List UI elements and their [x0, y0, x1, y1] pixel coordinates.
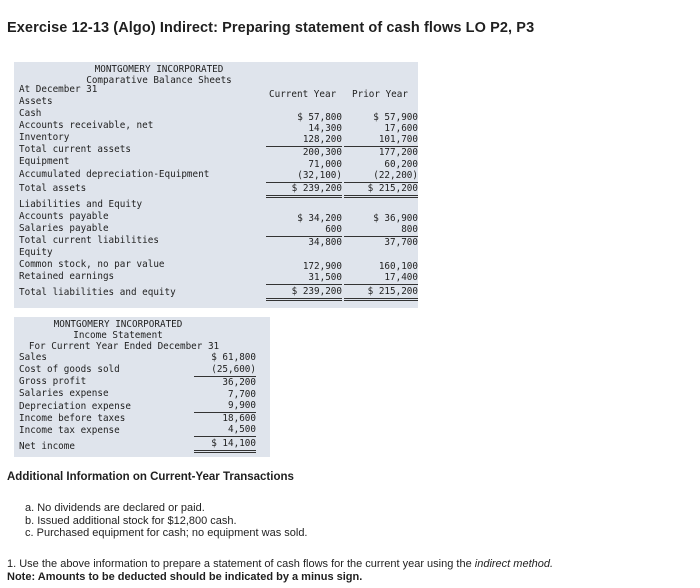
additional-info-list — [25, 502, 308, 540]
question-method: indirect method. — [474, 558, 554, 570]
is-row-label: Income before taxes — [19, 413, 126, 424]
is-val-depreciation: 9,900 — [194, 400, 256, 413]
is-row-label: Depreciation expense — [19, 401, 131, 412]
bs-row-label: Total current liabilities — [19, 235, 159, 246]
bs-py-total-current-liabilities: 37,700 — [384, 237, 418, 248]
is-row-label: Sales — [19, 352, 47, 363]
question-note: Note: Amounts to be deducted should be indicated by a minus sign. — [7, 571, 363, 583]
bs-row-label: Liabilities and Equity — [19, 199, 143, 210]
bs-py-equipment: 60,200 — [384, 159, 418, 170]
bs-py-inventory: 101,700 — [344, 134, 418, 147]
bs-row-label: Accumulated depreciation-Equipment — [19, 169, 210, 180]
balance-sheet-name: Comparative Balance Sheets — [86, 75, 232, 86]
question-line-1 — [7, 558, 553, 571]
bs-cy-total-current-liabilities: 34,800 — [308, 237, 342, 248]
question-instruction: 1. Use the above information to prepare a statement of cash flows for the current year using the — [7, 558, 475, 570]
is-val-gross-profit: 36,200 — [222, 377, 256, 388]
is-val-income-before-taxes: 18,600 — [222, 413, 256, 424]
bs-py-common-stock: 160,100 — [378, 261, 418, 272]
bs-py-total-assets: $ 215,200 — [344, 183, 418, 198]
bs-row-label: Salaries payable — [19, 223, 109, 234]
bs-cy-common-stock: 172,900 — [302, 261, 342, 272]
additional-info-item: a. No dividends are declared or paid. — [25, 502, 205, 514]
is-val-cogs: (25,600) — [194, 364, 256, 377]
bs-cy-total-assets: $ 239,200 — [266, 183, 342, 198]
bs-cy-cash: $ 57,800 — [297, 112, 342, 123]
bs-py-accum-depr: (22,200) — [344, 170, 418, 183]
bs-row-label: Accounts payable — [19, 211, 109, 222]
bs-py-salaries-payable: 800 — [344, 224, 418, 237]
bs-py-total-current-assets: 177,200 — [378, 147, 418, 158]
additional-info-item: c. Purchased equipment for cash; no equipment was sold. — [25, 527, 308, 539]
bs-cy-salaries-payable: 600 — [266, 224, 342, 237]
bs-row-label: Assets — [19, 96, 53, 107]
bs-row-label: Accounts receivable, net — [19, 120, 154, 131]
exercise-title: Exercise 12-13 (Algo) Indirect: Preparing statement of cash flows LO P2, P3 — [7, 20, 535, 36]
income-statement-period: For Current Year Ended December 31 — [28, 341, 220, 352]
is-val-income-tax: 4,500 — [194, 424, 256, 437]
bs-cy-total-liab-equity: $ 239,200 — [266, 286, 342, 301]
bs-cy-accounts-payable: $ 34,200 — [297, 213, 342, 224]
bs-cy-equipment: 71,000 — [308, 159, 342, 170]
income-statement-name: Income Statement — [73, 330, 163, 341]
bs-row-label: Total current assets — [19, 144, 131, 155]
is-val-salaries: 7,700 — [228, 389, 256, 400]
income-statement — [14, 317, 270, 457]
bs-py-total-liab-equity: $ 215,200 — [344, 286, 418, 301]
bs-cy-inventory: 128,200 — [266, 134, 342, 147]
bs-cy-total-current-assets: 200,300 — [302, 147, 342, 158]
bs-row-label: Equity — [19, 247, 53, 258]
bs-cy-accum-depr: (32,100) — [266, 170, 342, 183]
is-val-net-income: $ 14,100 — [194, 438, 256, 453]
is-val-sales: $ 61,800 — [211, 352, 256, 363]
bs-row-label: Inventory — [19, 132, 70, 143]
income-statement-company: MONTGOMERY INCORPORATED — [53, 319, 183, 330]
bs-row-label: Equipment — [19, 156, 70, 167]
column-header-prior-year: Prior Year — [352, 89, 408, 100]
bs-row-label: Retained earnings — [19, 271, 115, 282]
bs-row-label: Common stock, no par value — [19, 259, 165, 270]
bs-cy-ar: 14,300 — [308, 123, 342, 134]
additional-info-item: b. Issued additional stock for $12,800 cash. — [25, 514, 237, 527]
bs-row-label: Total liabilities and equity — [19, 287, 176, 298]
bs-py-ar: 17,600 — [384, 123, 418, 134]
bs-py-accounts-payable: $ 36,900 — [373, 213, 418, 224]
is-row-label: Net income — [19, 441, 75, 452]
bs-row-label: Total assets — [19, 183, 87, 194]
column-header-current-year: Current Year — [269, 89, 337, 100]
bs-py-cash: $ 57,900 — [373, 112, 418, 123]
bs-cy-retained-earnings: 31,500 — [266, 272, 342, 285]
bs-py-retained-earnings: 17,400 — [344, 272, 418, 285]
additional-info-heading: Additional Information on Current-Year Transactions — [7, 471, 294, 483]
balance-sheet-company: MONTGOMERY INCORPORATED — [94, 64, 224, 75]
is-row-label: Cost of goods sold — [19, 364, 120, 375]
is-row-label: Income tax expense — [19, 425, 120, 436]
balance-sheet-date-label: At December 31 — [19, 84, 98, 95]
comparative-balance-sheet — [14, 62, 418, 308]
question-text — [7, 558, 553, 584]
is-row-label: Gross profit — [19, 376, 87, 387]
bs-row-label: Cash — [19, 108, 42, 119]
is-row-label: Salaries expense — [19, 388, 109, 399]
